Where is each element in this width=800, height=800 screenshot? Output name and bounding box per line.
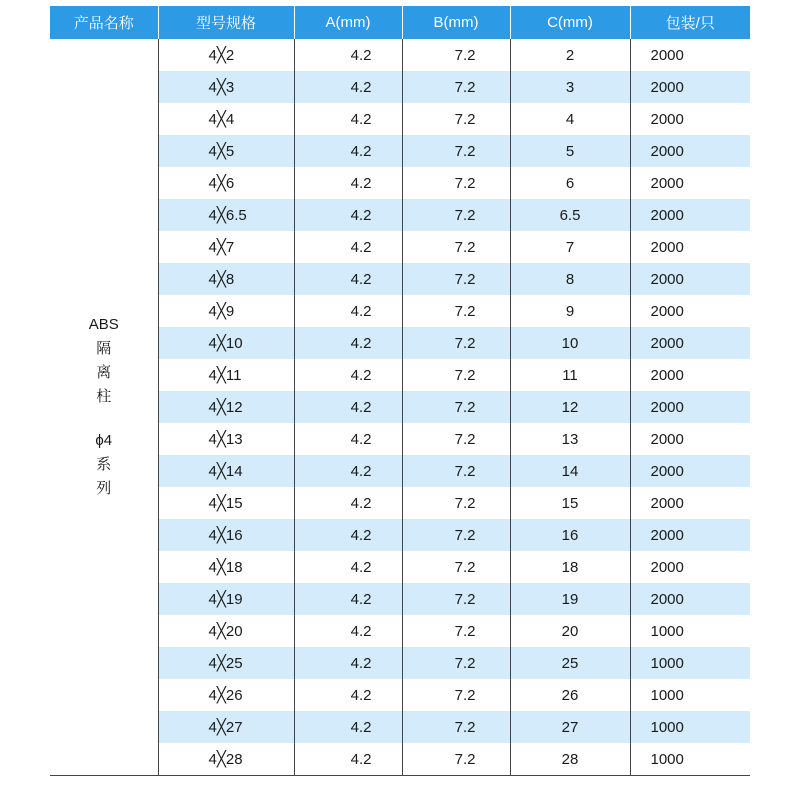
a-cell: 4.2 [294,103,402,135]
pack-cell: 1000 [630,647,750,679]
b-cell: 7.2 [402,423,510,455]
c-cell: 16 [510,519,630,551]
c-cell: 11 [510,359,630,391]
product-name-line: 列 [96,480,112,497]
model-cell: 4╳8 [158,263,294,295]
b-cell: 7.2 [402,231,510,263]
c-cell: 20 [510,615,630,647]
pack-cell: 1000 [650,686,684,704]
product-name-cell [50,39,158,776]
c-cell: 28 [510,743,630,776]
pack-cell: 2000 [630,135,750,167]
pack-cell: 2000 [650,558,684,576]
product-name-line: 隔 [96,340,112,357]
c-cell: 26 [510,679,630,711]
b-cell: 7.2 [402,199,510,231]
a-cell: 4.2 [294,167,402,199]
a-cell: 4.2 [294,135,402,167]
b-cell: 7.2 [402,551,510,583]
model-cell: 4╳15 [158,487,294,519]
pack-cell: 2000 [630,583,750,615]
b-cell: 7.2 [402,455,510,487]
c-cell: 27 [510,711,630,743]
header-product-name: 产品名称 [50,6,158,39]
model-cell: 4╳26 [158,679,294,711]
pack-cell: 2000 [650,238,684,256]
model-cell: 4╳6 [158,167,294,199]
pack-cell: 2000 [630,327,750,359]
model-cell: 4╳6.5 [158,199,294,231]
a-cell: 4.2 [294,519,402,551]
pack-cell: 1000 [630,743,750,776]
a-cell: 4.2 [294,487,402,519]
a-cell: 4.2 [294,199,402,231]
c-cell: 10 [510,327,630,359]
model-cell: 4╳11 [158,359,294,391]
b-cell: 7.2 [402,583,510,615]
pack-cell: 2000 [650,46,684,64]
c-cell: 14 [510,455,630,487]
product-name-line: 系 [96,456,112,473]
c-cell: 19 [510,583,630,615]
c-cell: 9 [510,295,630,327]
pack-cell: 2000 [650,494,684,512]
c-cell: 6 [510,167,630,199]
a-cell: 4.2 [294,615,402,647]
a-cell: 4.2 [294,295,402,327]
b-cell: 7.2 [402,391,510,423]
model-cell: 4╳9 [158,295,294,327]
b-cell: 7.2 [402,327,510,359]
b-cell: 7.2 [402,487,510,519]
model-cell: 4╳14 [158,455,294,487]
c-cell: 7 [510,231,630,263]
a-cell: 4.2 [294,359,402,391]
c-cell: 3 [510,71,630,103]
product-name-line: 柱 [96,388,112,405]
pack-cell: 2000 [650,430,684,448]
header-row [50,6,750,39]
c-cell: 18 [510,551,630,583]
a-cell: 4.2 [294,231,402,263]
c-cell: 8 [510,263,630,295]
model-cell: 4╳12 [158,391,294,423]
model-cell: 4╳28 [158,743,294,776]
a-cell: 4.2 [294,679,402,711]
b-cell: 7.2 [402,615,510,647]
model-cell: 4╳13 [158,423,294,455]
pack-cell: 2000 [630,455,750,487]
pack-cell: 2000 [650,174,684,192]
b-cell: 7.2 [402,135,510,167]
spacer [50,409,158,429]
a-cell: 4.2 [294,551,402,583]
pack-cell: 2000 [650,302,684,320]
a-cell: 4.2 [294,647,402,679]
b-cell: 7.2 [402,679,510,711]
b-cell: 7.2 [402,647,510,679]
product-name-line: ϕ4 [95,432,113,449]
model-cell: 4╳5 [158,135,294,167]
product-name-line: ABS [88,316,119,333]
c-cell: 15 [510,487,630,519]
product-name-line: 离 [96,364,112,381]
c-cell: 2 [510,39,630,71]
c-cell: 6.5 [510,199,630,231]
spec-table [50,6,750,776]
header-a: A(mm) [294,6,402,39]
pack-cell: 2000 [630,519,750,551]
b-cell: 7.2 [402,263,510,295]
model-cell: 4╳7 [158,231,294,263]
pack-cell: 2000 [630,391,750,423]
a-cell: 4.2 [294,423,402,455]
table-row [50,39,750,71]
pack-cell: 2000 [630,263,750,295]
b-cell: 7.2 [402,71,510,103]
b-cell: 7.2 [402,295,510,327]
pack-cell: 1000 [630,711,750,743]
a-cell: 4.2 [294,583,402,615]
a-cell: 4.2 [294,263,402,295]
b-cell: 7.2 [402,103,510,135]
pack-cell: 1000 [650,622,684,640]
header-b: B(mm) [402,6,510,39]
a-cell: 4.2 [294,743,402,776]
model-cell: 4╳10 [158,327,294,359]
model-cell: 4╳4 [158,103,294,135]
b-cell: 7.2 [402,711,510,743]
c-cell: 5 [510,135,630,167]
model-cell: 4╳27 [158,711,294,743]
pack-cell: 2000 [650,366,684,384]
header-c: C(mm) [510,6,630,39]
b-cell: 7.2 [402,519,510,551]
model-cell: 4╳18 [158,551,294,583]
c-cell: 25 [510,647,630,679]
table-body [50,39,750,776]
pack-cell: 2000 [650,110,684,128]
b-cell: 7.2 [402,167,510,199]
b-cell: 7.2 [402,359,510,391]
model-cell: 4╳19 [158,583,294,615]
c-cell: 13 [510,423,630,455]
a-cell: 4.2 [294,711,402,743]
a-cell: 4.2 [294,71,402,103]
c-cell: 4 [510,103,630,135]
pack-cell: 2000 [630,71,750,103]
b-cell: 7.2 [402,743,510,776]
model-cell: 4╳20 [158,615,294,647]
pack-cell: 2000 [630,199,750,231]
a-cell: 4.2 [294,39,402,71]
header-pack: 包装/只 [630,6,750,39]
header-model: 型号规格 [158,6,294,39]
a-cell: 4.2 [294,455,402,487]
c-cell: 12 [510,391,630,423]
model-cell: 4╳3 [158,71,294,103]
a-cell: 4.2 [294,391,402,423]
model-cell: 4╳2 [158,39,294,71]
a-cell: 4.2 [294,327,402,359]
model-cell: 4╳25 [158,647,294,679]
model-cell: 4╳16 [158,519,294,551]
b-cell: 7.2 [402,39,510,71]
